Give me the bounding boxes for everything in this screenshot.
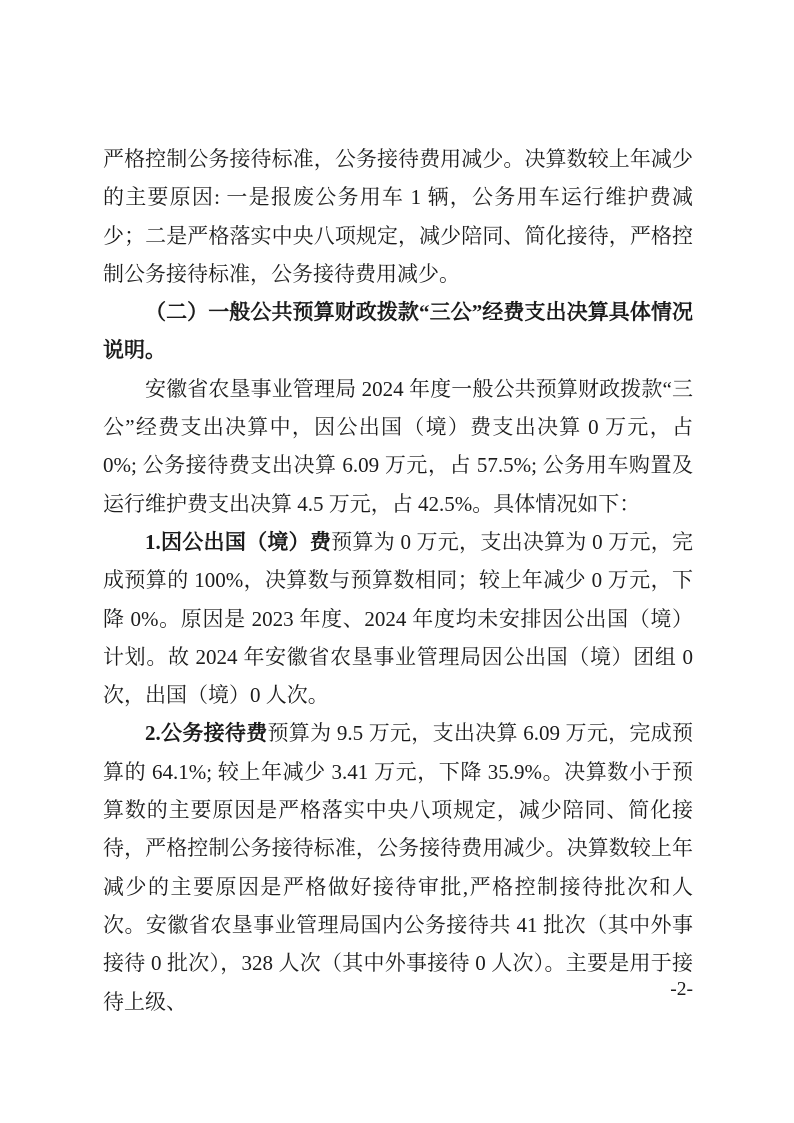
paragraph — [103, 140, 693, 293]
paragraph — [103, 370, 693, 523]
bold-text-run: 1.因公出国（境）费 — [145, 529, 332, 554]
bold-text-run: （二）一般公共预算财政拨款“三公”经费支出决算具体情况说明。 — [103, 300, 693, 363]
paragraph — [103, 523, 693, 714]
page-number: -2- — [670, 979, 693, 1000]
text-run: 安徽省农垦事业管理局 2024 年度一般公共预算财政拨款“三公”经费支出决算中，因公出国（境）费支出决算 0 万元，占 0%; 公务接待费支出决算 6.09 万元，占 57.5%; 公务用车购置及运行维护费支出决算 4.5 万元，占 42.5%。具体情况如下： — [103, 376, 693, 516]
section-heading — [103, 293, 693, 370]
paragraph — [103, 714, 693, 1020]
text-run: 严格控制公务接待标准，公务接待费用减少。决算数较上年减少的主要原因: 一是报废公务用车 1 辆，公务用车运行维护费减少；二是严格落实中央八项规定，减少陪同、简化接待，严格控制公务接待标准，公务接待费用减少。 — [103, 147, 693, 286]
document-text-block — [103, 140, 693, 1021]
text-run: 预算为 9.5 万元，支出决算 6.09 万元，完成预算的 64.1%; 较上年减少 3.41 万元，下降 35.9%。决算数小于预算数的主要原因是严格落实中央八项规定，减少陪同、简化接待，严格控制公务接待标准，公务接待费用减少。决算数较上年减少的主要原因是严格做好接待审批,严格控制接待批次和人次。安徽省农垦事业管理局国内公务接待共 41 批次（其中外事接待 0 批次），328 人次（其中外事接待 0 人次）。主要是用于接待上级、 — [103, 721, 694, 1014]
bold-text-run: 2.公务接待费 — [145, 721, 268, 746]
text-run: 预算为 0 万元，支出决算为 0 万元，完成预算的 100%，决算数与预算数相同；较上年减少 0 万元，下降 0%。原因是 2023 年度、2024 年度均未安排因公出国（境）计划。故 2024 年安徽省农垦事业管理局因公出国（境）团组 0 次，出国（境）0 人次。 — [103, 529, 694, 708]
